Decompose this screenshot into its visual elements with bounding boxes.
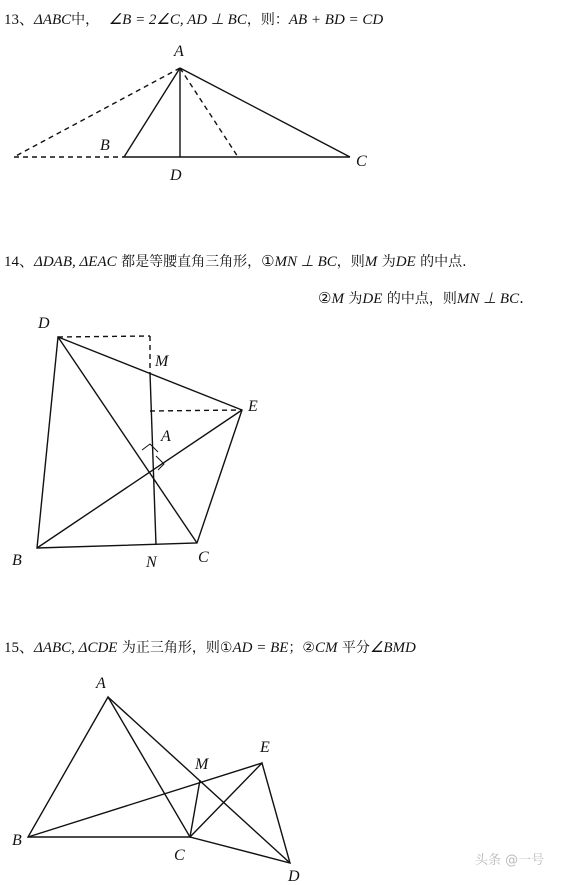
label-d: D	[288, 868, 300, 885]
watermark: 头条 @一号	[475, 853, 545, 868]
segment-ac	[180, 68, 350, 157]
triangle-cde	[190, 763, 290, 863]
problem-13-statement: 13、ΔABC中， ∠B = 2∠C, AD ⊥ BC，则：AB + BD = CD	[4, 12, 384, 28]
dashed-e-horizontal	[150, 410, 242, 411]
right-angle-mark-1	[142, 444, 158, 452]
dashed-aux-right	[180, 68, 238, 157]
figure-14	[37, 336, 242, 548]
segment-ab	[124, 68, 180, 157]
outer-quadrilateral	[37, 337, 242, 548]
segment-dc	[58, 337, 197, 543]
segment-mn	[150, 373, 156, 545]
triangle-abc	[28, 697, 190, 837]
label-d: D	[170, 167, 182, 184]
segment-ad	[108, 697, 290, 863]
figure-15	[28, 697, 290, 863]
label-e: E	[260, 739, 270, 756]
label-c: C	[198, 549, 209, 566]
dashed-d-horizontal	[58, 336, 150, 337]
figure-13	[14, 68, 350, 157]
problem-15-statement: 15、ΔABC, ΔCDE 为正三角形，则①AD = BE；②CM 平分∠BMD	[4, 640, 416, 656]
label-n: N	[146, 554, 157, 571]
label-b: B	[100, 137, 110, 154]
label-a: A	[174, 43, 184, 60]
label-b: B	[12, 552, 22, 569]
label-a: A	[161, 428, 171, 445]
problem-14-statement-line2: ②M 为DE 的中点，则MN ⊥ BC.	[318, 289, 524, 307]
label-b: B	[12, 832, 22, 849]
label-m: M	[195, 756, 209, 773]
label-e: E	[248, 398, 258, 415]
label-d: D	[38, 315, 50, 332]
label-c: C	[356, 153, 367, 170]
segment-be	[37, 410, 242, 548]
label-c: C	[174, 847, 185, 864]
dashed-aux-left	[14, 68, 180, 157]
label-a: A	[96, 675, 106, 692]
problem-14-statement-line1: 14、ΔDAB, ΔEAC 都是等腰直角三角形，①MN ⊥ BC，则M 为DE 的中点.	[4, 252, 467, 270]
label-m: M	[155, 353, 169, 370]
